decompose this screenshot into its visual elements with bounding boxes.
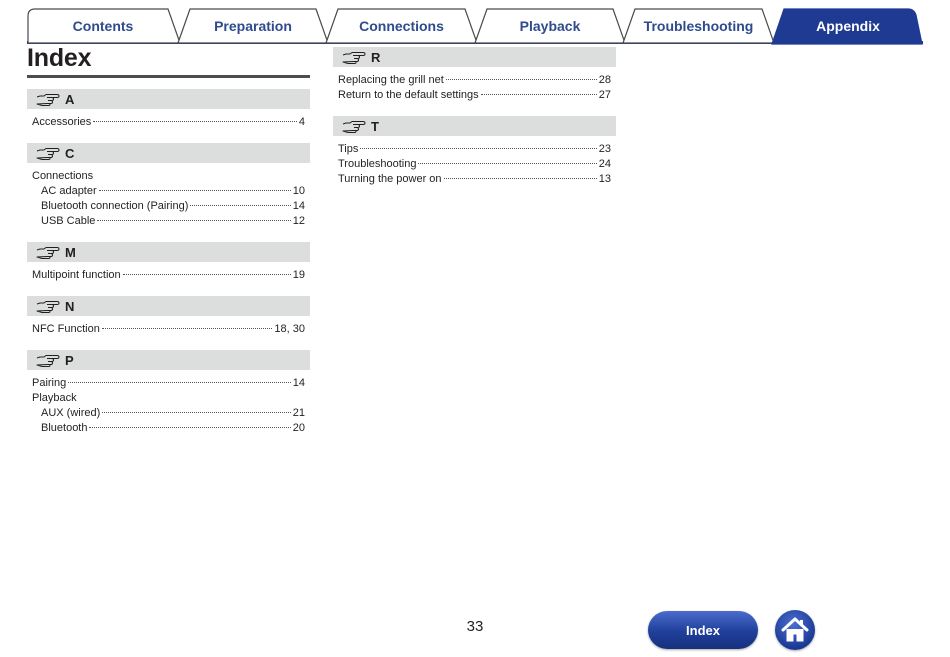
index-term[interactable]: NFC Function — [32, 323, 100, 335]
index-section-p — [27, 350, 310, 436]
page-reference[interactable]: 10 — [292, 185, 305, 197]
index-entry[interactable] — [27, 406, 310, 421]
index-term[interactable]: Pairing — [32, 377, 67, 389]
tab-preparation-label[interactable]: Preparation — [214, 18, 292, 34]
index-entry[interactable] — [27, 376, 310, 391]
index-section-n — [27, 296, 310, 337]
tab-bar — [0, 0, 950, 46]
section-letter: P — [65, 352, 74, 368]
index-entry[interactable] — [27, 115, 310, 130]
page-reference[interactable]: 19 — [292, 269, 305, 281]
dot-leader — [68, 382, 291, 383]
dot-leader — [446, 79, 597, 80]
dot-leader — [481, 94, 597, 95]
page-reference[interactable]: 27 — [598, 89, 611, 101]
index-term[interactable]: AC adapter — [41, 185, 97, 197]
index-term[interactable]: Return to the default settings — [338, 89, 479, 101]
index-section-r — [333, 47, 616, 103]
section-letter: C — [65, 145, 75, 161]
index-entry[interactable] — [333, 73, 616, 88]
index-entry[interactable] — [333, 172, 616, 187]
dot-leader — [93, 121, 297, 122]
letter-heading — [333, 47, 616, 67]
home-icon — [780, 615, 810, 645]
pointing-hand-icon — [342, 50, 366, 64]
dot-leader — [123, 274, 291, 275]
title-divider — [27, 75, 310, 78]
pointing-hand-icon — [36, 146, 60, 160]
dot-leader — [102, 328, 273, 329]
dot-leader — [99, 190, 291, 191]
index-button[interactable] — [648, 611, 758, 649]
index-term[interactable]: AUX (wired) — [41, 407, 101, 419]
index-term[interactable]: Bluetooth connection (Pairing) — [41, 200, 189, 212]
pointing-hand-icon — [36, 92, 60, 106]
page-reference[interactable]: 23 — [598, 143, 611, 155]
pointing-hand-icon — [36, 299, 60, 313]
page-reference[interactable]: 24 — [598, 158, 611, 170]
section-letter: T — [371, 118, 379, 134]
dot-leader — [102, 412, 290, 413]
letter-heading — [27, 89, 310, 109]
section-letter: A — [65, 91, 75, 107]
letter-heading — [27, 350, 310, 370]
pointing-hand-icon — [36, 245, 60, 259]
index-entry[interactable] — [27, 214, 310, 229]
page-number: 33 — [466, 618, 484, 635]
page-title: Index — [27, 44, 92, 72]
tab-connections-label[interactable]: Connections — [359, 18, 444, 34]
index-section-a — [27, 89, 310, 130]
letter-heading — [333, 116, 616, 136]
page-reference[interactable]: 4 — [298, 116, 305, 128]
index-term[interactable]: Multipoint function — [32, 269, 121, 281]
index-column-left — [27, 89, 310, 449]
section-letter: N — [65, 298, 75, 314]
dot-leader — [360, 148, 596, 149]
section-letter: R — [371, 49, 381, 65]
dot-leader — [418, 163, 596, 164]
index-entry[interactable] — [333, 88, 616, 103]
index-entry[interactable] — [27, 199, 310, 214]
index-entry[interactable] — [27, 268, 310, 283]
page-reference[interactable]: 12 — [292, 215, 305, 227]
index-group-heading: Playback — [32, 392, 77, 404]
tab-troubleshooting-label[interactable]: Troubleshooting — [643, 18, 754, 34]
tab-playback-label[interactable]: Playback — [519, 18, 581, 34]
page-reference[interactable]: 20 — [292, 422, 305, 434]
index-term[interactable]: Replacing the grill net — [338, 74, 444, 86]
page-reference[interactable]: 21 — [292, 407, 305, 419]
page-reference[interactable]: 14 — [292, 377, 305, 389]
page-reference[interactable]: 14 — [292, 200, 305, 212]
page-reference[interactable]: 18, 30 — [274, 323, 305, 335]
index-button-label[interactable]: Index — [686, 622, 720, 638]
page-reference[interactable]: 28 — [598, 74, 611, 86]
dot-leader — [89, 427, 290, 428]
home-button[interactable] — [775, 610, 815, 650]
index-section-m — [27, 242, 310, 283]
index-term[interactable]: Accessories — [32, 116, 92, 128]
section-letter: M — [65, 244, 76, 260]
index-group-heading: Connections — [32, 170, 94, 182]
index-entry[interactable] — [27, 184, 310, 199]
index-section-t — [333, 116, 616, 187]
dot-leader — [97, 220, 290, 221]
letter-heading — [27, 296, 310, 316]
index-term[interactable]: Bluetooth — [41, 422, 88, 434]
index-term[interactable]: Troubleshooting — [338, 158, 417, 170]
index-term[interactable]: USB Cable — [41, 215, 96, 227]
index-entry[interactable] — [27, 421, 310, 436]
index-column-right — [333, 47, 616, 200]
pointing-hand-icon — [342, 119, 366, 133]
letter-heading — [27, 242, 310, 262]
tab-contents-label[interactable]: Contents — [72, 18, 134, 34]
index-term[interactable]: Turning the power on — [338, 173, 442, 185]
letter-heading — [27, 143, 310, 163]
dot-leader — [190, 205, 290, 206]
tab-appendix-label[interactable]: Appendix — [816, 18, 880, 34]
index-term[interactable]: Tips — [338, 143, 359, 155]
index-entry[interactable] — [333, 157, 616, 172]
pointing-hand-icon — [36, 353, 60, 367]
dot-leader — [444, 178, 597, 179]
index-entry[interactable] — [333, 142, 616, 157]
index-section-c — [27, 143, 310, 229]
page-reference[interactable]: 13 — [598, 173, 611, 185]
index-entry[interactable] — [27, 322, 310, 337]
